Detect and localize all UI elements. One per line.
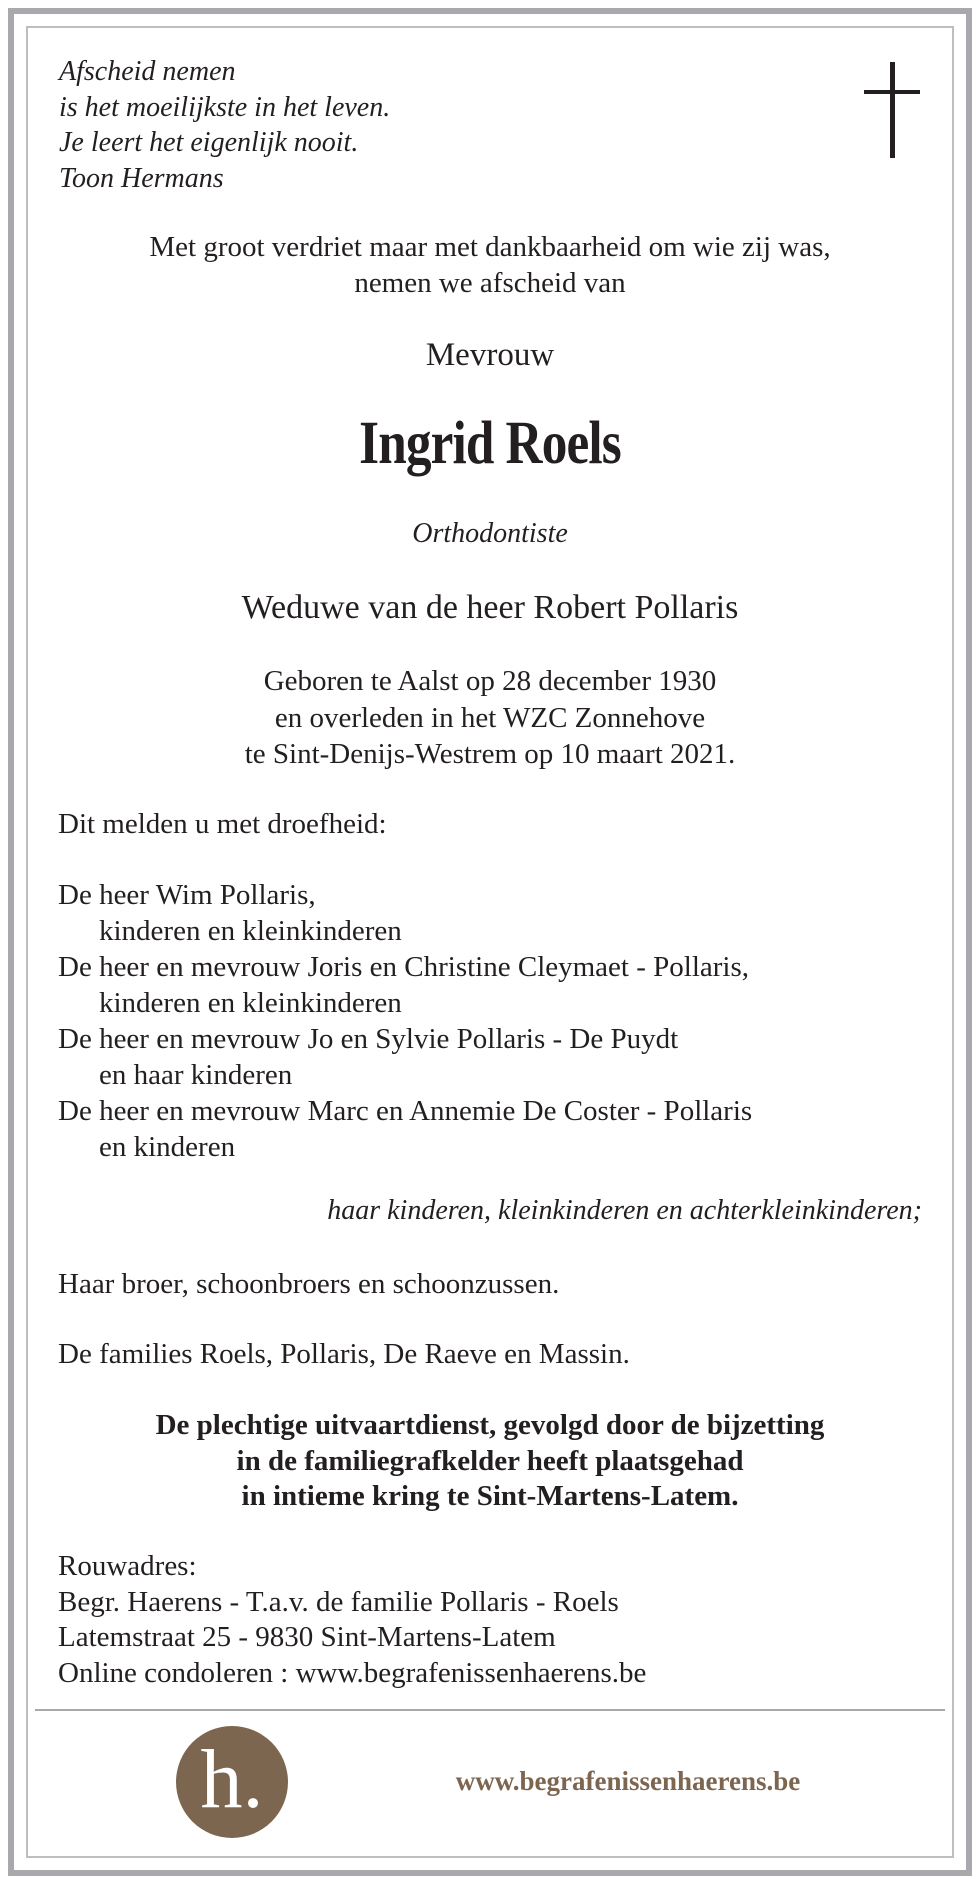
footer-website-link[interactable]: www.begrafenissenhaerens.be [455,1766,801,1796]
poem-author: Toon Hermans [59,162,224,194]
funeral-line: in de familiegrafkelder heeft plaatsgehad [236,1444,744,1477]
birth-line: Geboren te Aalst op 28 december 1930 [263,665,717,697]
funeral-line: in intieme kring te Sint-Martens-Latem. [241,1480,739,1512]
condolence-address [58,1549,646,1691]
family-member-sub: en kinderen [99,1131,236,1163]
birth-death-details [0,663,980,773]
poem-line: Afscheid nemen [59,56,236,87]
announcement: Dit melden u met droefheid: [58,808,387,840]
address-heading: Rouwadres: [58,1550,197,1582]
grandchildren-line: haar kinderen, kleinkinderen en achterkleinkinderen; [327,1195,922,1226]
cross-icon [864,62,920,158]
intro-line: Met groot verdriet maar met dankbaarheid om wie zij was, [149,231,831,263]
footer-divider [35,1709,945,1711]
deceased-name: Ingrid Roels [359,410,621,477]
family-member: De heer en mevrouw Jo en Sylvie Pollaris - De Puydt [58,1023,679,1055]
death-line: te Sint-Denijs-Westrem op 10 maart 2021. [244,738,736,770]
address-line: Latemstraat 25 - 9830 Sint-Martens-Latem [58,1621,556,1653]
address-line: Begr. Haerens - T.a.v. de familie Pollaris - Roels [58,1585,619,1618]
death-line: en overleden in het WZC Zonnehove [274,701,706,734]
family-member: De heer en mevrouw Marc en Annemie De Coster - Pollaris [58,1095,753,1127]
intro-text [0,230,980,301]
family-member: De heer Wim Pollaris, [58,879,316,911]
family-member-sub: en haar kinderen [99,1059,293,1091]
poem-line: Je leert het eigenlijk nooit. [59,127,359,158]
family-member-sub: kinderen en kleinkinderen [99,915,402,947]
online-condolence-line: Online condoleren : www.begrafenissenhaerens.be [58,1656,647,1689]
honorific: Mevrouw [425,337,555,373]
siblings-line: Haar broer, schoonbroers en schoonzussen. [58,1268,560,1300]
family-member: De heer en mevrouw Joris en Christine Cleymaet - Pollaris, [58,951,750,983]
family-list [58,877,752,1165]
family-member-sub: kinderen en kleinkinderen [99,987,402,1019]
widow-of: Weduwe van de heer Robert Pollaris [241,589,739,626]
families-line: De families Roels, Pollaris, De Raeve en Massin. [58,1338,630,1370]
funeral-line: De plechtige uitvaartdienst, gevolgd door de bijzetting [155,1409,825,1441]
intro-line: nemen we afscheid van [354,266,626,299]
profession: Orthodontiste [412,518,568,549]
funeral-notice [0,1408,980,1515]
poem [59,54,390,196]
logo-letter: h. [200,1733,264,1826]
poem-line: is het moeilijkste in het leven. [59,91,391,123]
